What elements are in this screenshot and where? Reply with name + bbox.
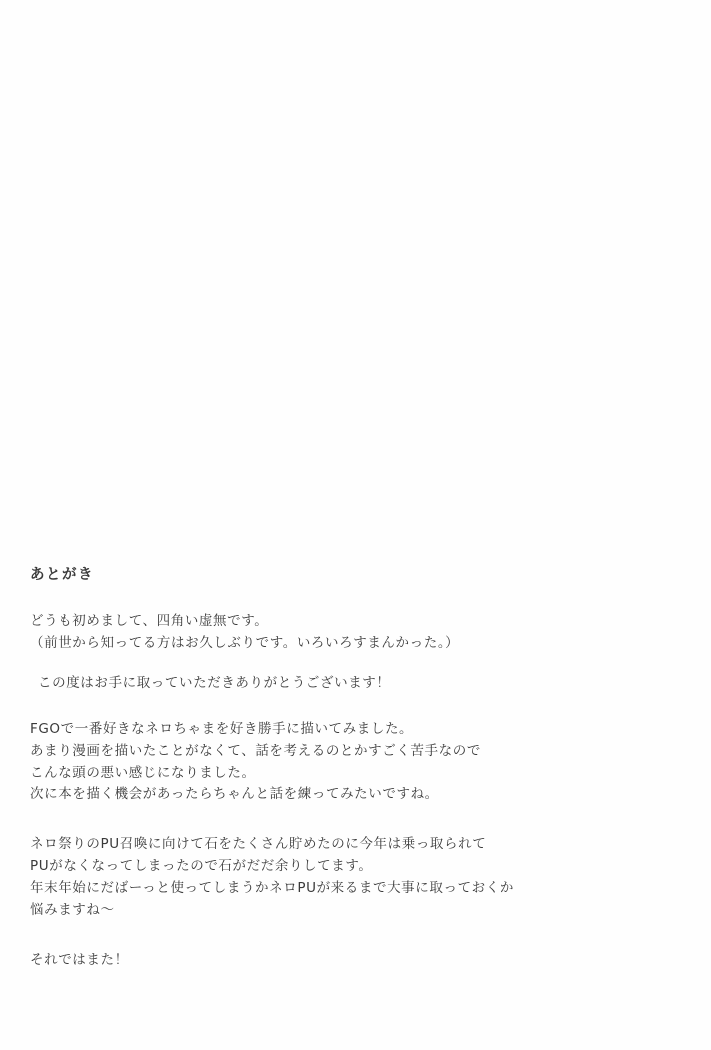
paragraph-greeting: [30, 611, 670, 655]
text-line: あまり漫画を描いたことがなくて、話を考えるのとかすごく苦手なので: [30, 742, 481, 759]
text-line: PUがなくなってしまったので石がだだ余りしてます。: [30, 858, 373, 875]
paragraph-about-work: [30, 719, 670, 806]
paragraph-closing: [30, 950, 670, 972]
text-line: ネロ祭りのPU召喚に向けて石をたくさん貯めたのに今年は乗っ取られて: [30, 836, 487, 853]
afterword-heading: あとがき: [30, 567, 94, 583]
paragraph-gacha-talk: [30, 834, 670, 921]
paragraph-thanks: [38, 673, 670, 695]
text-line: 次に本を描く機会があったらちゃんと話を練ってみたいですね。: [30, 786, 439, 803]
text-line: FGOで一番好きなネロちゃまを好き勝手に描いてみました。: [30, 720, 414, 737]
text-line: どうも初めまして、四角い虚無です。: [30, 613, 269, 630]
text-line: こんな頭の悪い感じになりました。: [30, 764, 256, 781]
text-line: それではまた！: [30, 951, 129, 968]
text-line: この度はお手に取っていただきありがとうございます！: [38, 675, 391, 692]
afterword-section: [30, 565, 670, 994]
text-line: 年末年始にだばーっと使ってしまうかネロPUが来るまで大事に取っておくか: [30, 880, 514, 897]
text-line: （前世から知ってる方はお久しぶりです。いろいろすまんかった。）: [30, 635, 460, 652]
text-line: 悩みますね〜: [30, 901, 115, 918]
